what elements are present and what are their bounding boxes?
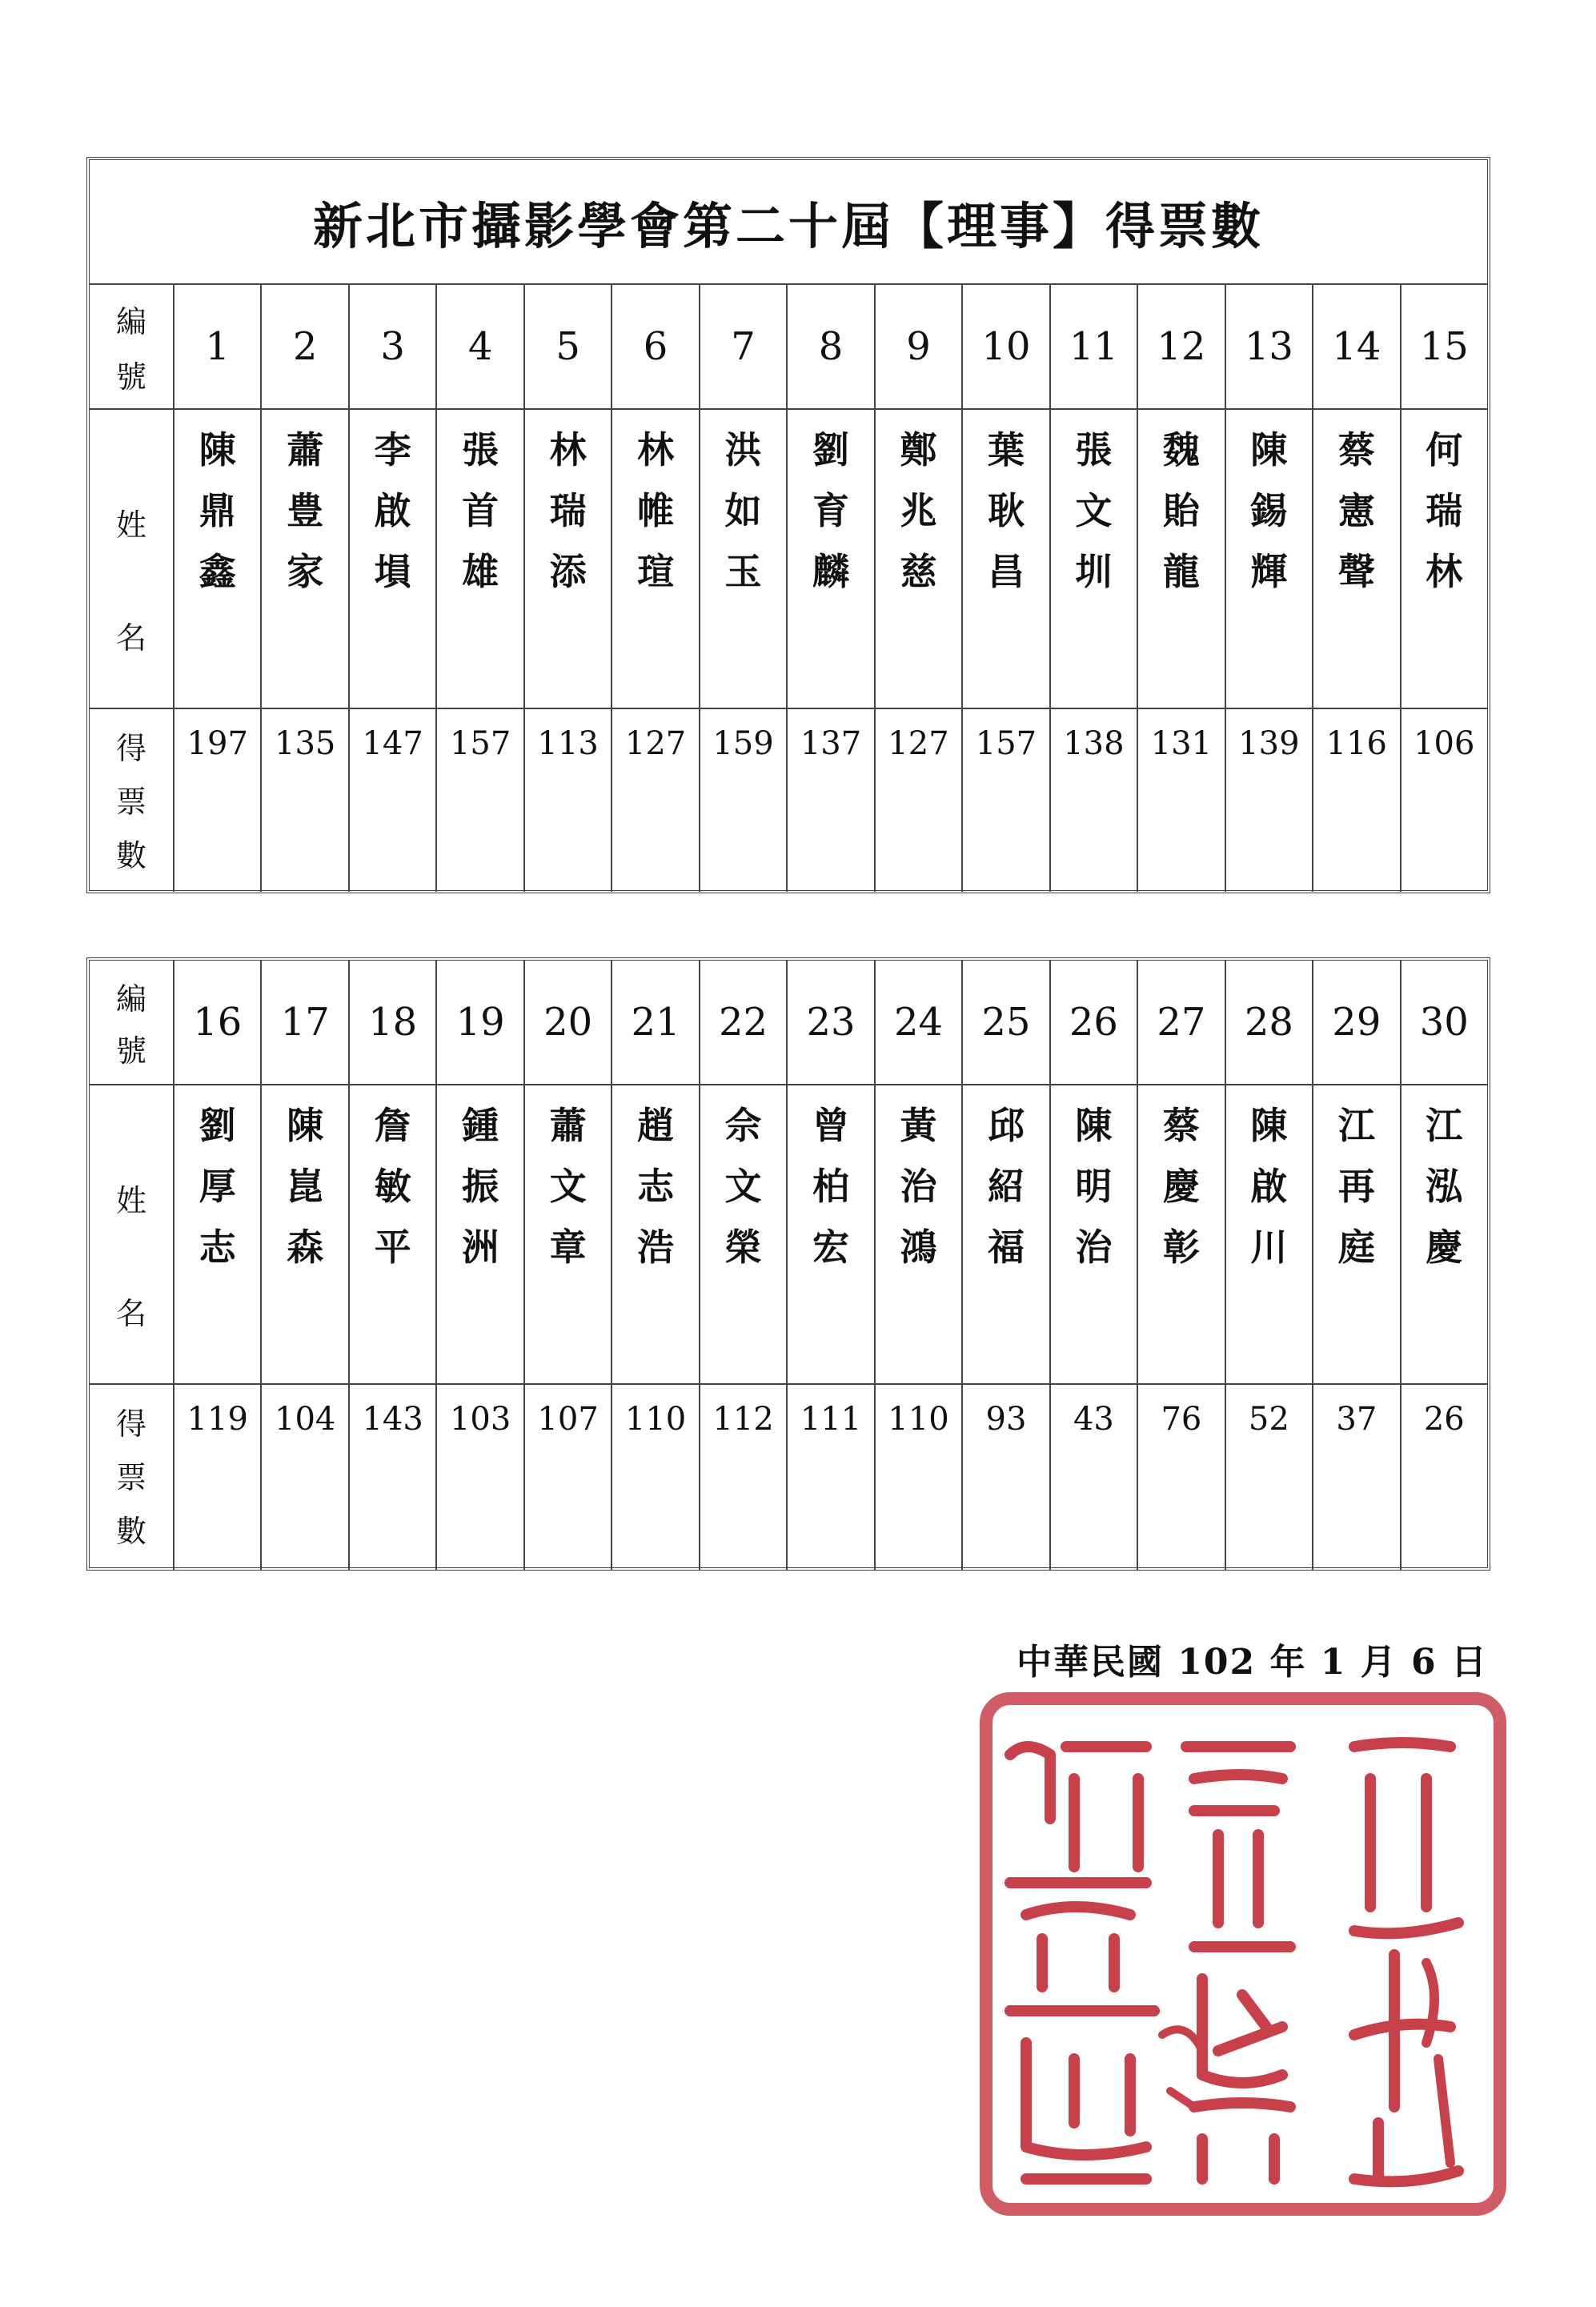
- candidate-name: 黃 治 鴻: [876, 1085, 963, 1383]
- candidate-name: 林 帷 瑄: [612, 410, 700, 708]
- candidate-name: 李 啟 塤: [350, 410, 437, 708]
- results-table-2: [86, 957, 1490, 1571]
- candidate-name: 劉 育 麟: [788, 410, 875, 708]
- candidate-number: 15: [1419, 324, 1469, 369]
- candidate-number: 20: [525, 961, 612, 1084]
- candidate-votes: 147: [350, 709, 437, 892]
- candidate-name: 趙 志 浩: [612, 1085, 700, 1383]
- candidate-name: 陳 鼎 鑫: [174, 410, 262, 708]
- candidate-name: 陳 錫 輝: [1226, 410, 1313, 708]
- candidate-number: 26: [1051, 961, 1138, 1084]
- candidate-name: 佘 文 榮: [700, 1085, 788, 1383]
- candidate-votes: 127: [612, 709, 700, 892]
- candidate-votes: 103: [437, 1385, 524, 1571]
- candidate-votes: 111: [788, 1385, 875, 1571]
- candidate-votes: 76: [1138, 1385, 1225, 1571]
- candidate-name: 洪 如 玉: [700, 410, 788, 708]
- candidate-votes: 127: [876, 709, 963, 892]
- candidate-number: 8: [788, 285, 875, 408]
- candidate-number: 3: [350, 285, 437, 408]
- candidate-votes: 157: [437, 709, 524, 892]
- candidate-name: 蕭 豊 家: [262, 410, 349, 708]
- candidate-number: 27: [1138, 961, 1225, 1084]
- candidate-number: 23: [788, 961, 875, 1084]
- candidate-name: 鄭 兆 慈: [876, 410, 963, 708]
- candidate-number: 18: [350, 961, 437, 1084]
- candidate-votes: 26: [1423, 1401, 1465, 1438]
- candidate-number: 10: [963, 285, 1050, 408]
- society-seal-stamp: [978, 1691, 1508, 2217]
- candidate-votes: 110: [876, 1385, 963, 1571]
- candidate-number: 12: [1138, 285, 1225, 408]
- candidate-number: 6: [612, 285, 700, 408]
- candidate-name: 張 文 圳: [1051, 410, 1138, 708]
- candidate-votes: 138: [1051, 709, 1138, 892]
- number-row: [90, 285, 1487, 410]
- date-line: 中華民國 102 年 1 月 6 日: [1017, 1642, 1488, 1683]
- candidate-number: 7: [700, 285, 788, 408]
- name-header: 姓 名: [90, 1085, 174, 1383]
- candidate-votes: 104: [262, 1385, 349, 1571]
- candidate-number: 14: [1313, 285, 1401, 408]
- candidate-votes: 113: [525, 709, 612, 892]
- candidate-name: 劉 厚 志: [174, 1085, 262, 1383]
- candidate-number: 29: [1313, 961, 1401, 1084]
- votes-row: [90, 1385, 1487, 1571]
- candidate-number: 24: [876, 961, 963, 1084]
- name-header: 姓 名: [90, 410, 174, 708]
- candidate-number: 1: [174, 285, 262, 408]
- candidate-name: 陳 明 治: [1051, 1085, 1138, 1383]
- candidate-votes: 107: [525, 1385, 612, 1571]
- candidate-number: 4: [437, 285, 524, 408]
- candidate-votes: 116: [1313, 709, 1401, 892]
- candidate-votes: 43: [1051, 1385, 1138, 1571]
- candidate-votes: 135: [262, 709, 349, 892]
- candidate-number: 2: [262, 285, 349, 408]
- number-row: [90, 961, 1487, 1085]
- candidate-name: 詹 敏 平: [350, 1085, 437, 1383]
- candidate-votes: 137: [788, 709, 875, 892]
- candidate-votes: 131: [1138, 709, 1225, 892]
- number-header: 編 號: [90, 285, 174, 408]
- candidate-name: 曾 柏 宏: [788, 1085, 875, 1383]
- candidate-votes: 139: [1226, 709, 1313, 892]
- candidate-number: 5: [525, 285, 612, 408]
- candidate-votes: 197: [174, 709, 262, 892]
- votes-row: [90, 709, 1487, 892]
- name-row: [90, 410, 1487, 709]
- name-row: [90, 1085, 1487, 1385]
- candidate-name: 魏 貽 龍: [1138, 410, 1225, 708]
- votes-header: 得 票 數: [90, 709, 174, 892]
- candidate-name: 陳 崑 森: [262, 1085, 349, 1383]
- candidate-votes: 119: [174, 1385, 262, 1571]
- page-title: 新北市攝影學會第二十屆【理事】得票數: [90, 160, 1487, 285]
- candidate-number: 30: [1419, 1000, 1469, 1045]
- candidate-votes: 52: [1226, 1385, 1313, 1571]
- candidate-number: 17: [262, 961, 349, 1084]
- candidate-name: 江 泓 慶: [1426, 1104, 1463, 1269]
- candidate-votes: 110: [612, 1385, 700, 1571]
- candidate-number: 28: [1226, 961, 1313, 1084]
- candidate-number: 9: [876, 285, 963, 408]
- candidate-votes: 93: [963, 1385, 1050, 1571]
- candidate-votes: 159: [700, 709, 788, 892]
- candidate-number: 21: [612, 961, 700, 1084]
- candidate-name: 蔡 憲 聲: [1313, 410, 1401, 708]
- candidate-number: 22: [700, 961, 788, 1084]
- candidate-name: 邱 紹 福: [963, 1085, 1050, 1383]
- candidate-votes: 143: [350, 1385, 437, 1571]
- candidate-name: 何 瑞 林: [1426, 428, 1463, 593]
- candidate-number: 16: [174, 961, 262, 1084]
- candidate-number: 13: [1226, 285, 1313, 408]
- candidate-name: 林 瑞 添: [525, 410, 612, 708]
- number-header: 編 號: [90, 961, 174, 1084]
- votes-header: 得 票 數: [90, 1385, 174, 1571]
- candidate-number: 25: [963, 961, 1050, 1084]
- candidate-votes: 157: [963, 709, 1050, 892]
- candidate-name: 蕭 文 章: [525, 1085, 612, 1383]
- results-table-1: [86, 157, 1490, 893]
- candidate-name: 陳 啟 川: [1226, 1085, 1313, 1383]
- candidate-name: 蔡 慶 彰: [1138, 1085, 1225, 1383]
- candidate-votes: 37: [1313, 1385, 1401, 1571]
- candidate-name: 鍾 振 洲: [437, 1085, 524, 1383]
- candidate-votes: 112: [700, 1385, 788, 1571]
- candidate-name: 張 首 雄: [437, 410, 524, 708]
- candidate-number: 11: [1051, 285, 1138, 408]
- candidate-name: 江 再 庭: [1313, 1085, 1401, 1383]
- candidate-number: 19: [437, 961, 524, 1084]
- candidate-name: 葉 耿 昌: [963, 410, 1050, 708]
- candidate-votes: 106: [1414, 725, 1475, 762]
